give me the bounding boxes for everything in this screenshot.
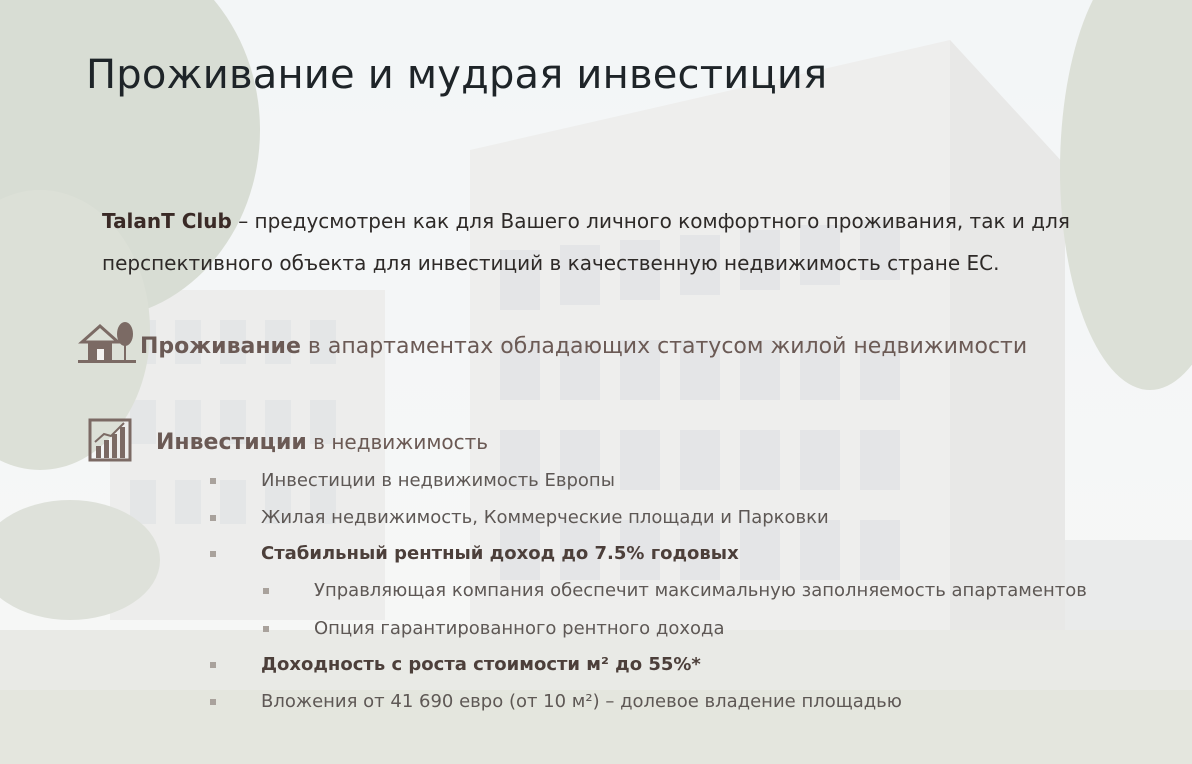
list-item-text: Инвестиции в недвижимость Европы [261, 470, 615, 491]
list-item [210, 654, 701, 675]
list-item-text: Жилая недвижимость, Коммерческие площади и Парковки [261, 507, 829, 528]
feature-investments-bold: Инвестиции [156, 429, 307, 455]
bullet-mark [210, 662, 216, 668]
list-item [263, 618, 724, 639]
list-item [210, 543, 739, 564]
bullet-mark [210, 515, 216, 521]
bullet-mark [263, 626, 269, 632]
feature-living-heading [140, 334, 1027, 359]
list-item-text: Управляющая компания обеспечит максимальную заполняемость апартаментов [314, 580, 1087, 601]
list-item-text: Стабильный рентный доход до 7.5% годовых [261, 543, 739, 564]
list-item-text: Доходность с роста стоимости м² до 55%* [261, 654, 701, 675]
feature-investments-heading [156, 430, 488, 455]
bullet-mark [210, 478, 216, 484]
list-item [263, 580, 1087, 601]
feature-living [78, 320, 1027, 372]
intro-text: – предусмотрен как для Вашего личного комфортного проживания, так и для перспективного объекта для инвестиций в качественную недвижимость стране ЕС. [102, 209, 1070, 275]
bullet-mark [210, 551, 216, 557]
list-item [210, 691, 902, 712]
page-title: Проживание и мудрая инвестиция [86, 52, 828, 98]
intro-paragraph [102, 200, 1162, 284]
list-item [210, 507, 829, 528]
feature-investments-rest: в недвижимость [306, 429, 489, 454]
bullet-mark [263, 588, 269, 594]
house-tree-icon [78, 320, 140, 372]
brand-name: TalanT Club [102, 209, 232, 233]
bar-chart-icon [86, 416, 156, 468]
list-item-text: Опция гарантированного рентного дохода [314, 618, 725, 639]
feature-investments [86, 416, 488, 468]
list-item [210, 470, 615, 491]
list-item-text: Вложения от 41 690 евро (от 10 м²) – долевое владение площадью [261, 691, 902, 712]
feature-living-bold: Проживание [140, 333, 301, 359]
feature-living-rest: в апартаментах обладающих статусом жилой недвижимости [300, 333, 1028, 359]
bullet-mark [210, 699, 216, 705]
